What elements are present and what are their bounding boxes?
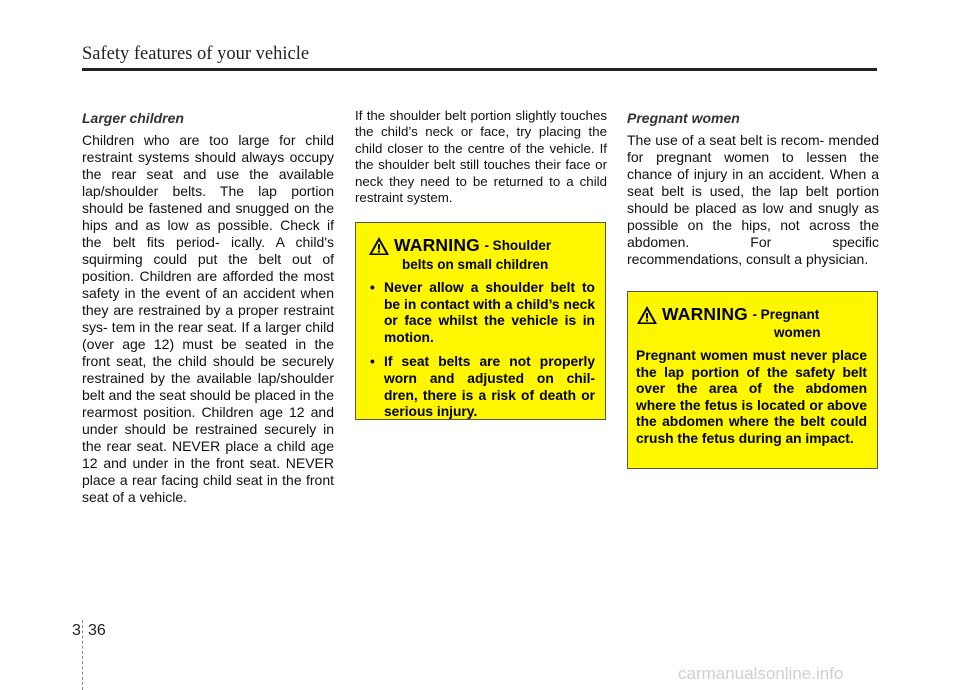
- shoulder-belt-paragraph: If the shoulder belt portion slightly touches the child’s neck or face, try placing the child closer to the centre of the vehicle. If the shoulder belt still touches their face or neck they need to be returned to a child restraint system.: [355, 108, 607, 206]
- warning-subtitle-continued: women: [774, 325, 821, 340]
- warning-title: WARNING: [394, 235, 480, 255]
- section-heading-larger-children: Larger children: [82, 110, 184, 126]
- header-rule: [82, 68, 877, 71]
- bullet-icon: •: [370, 354, 375, 370]
- larger-children-paragraph: Children who are too large for child restraint systems should always occupy the rear seat and use the available lap/shoulder belts. The lap portion should be fastened and snugged on the hips and as low as possible. Check if the belt fits period- ically. A child's squirming could put the belt out of position. Children are afforded the most safety in the event of an accident when they are restrained by a proper restraint sys- tem in the rear seat. If a larger child (over age 12) must be seated in the front seat, the child should be securely restrained by the available lap/shoulder belt and the seat should be placed in the rearmost position. Children age 12 and under should be restrained securely in the rear seat. NEVER place a child age 12 and under in the front seat. NEVER place a rear facing child seat in the front seat of a vehicle.: [82, 132, 334, 505]
- warning-item-text: Never allow a shoulder belt to be in contact with a child’s neck or face whilst the vehicle is in motion.: [384, 280, 595, 345]
- warning-triangle-icon: [368, 236, 390, 256]
- warning-subtitle-continued: belts on small children: [402, 257, 549, 272]
- bullet-icon: •: [370, 280, 375, 295]
- section-heading-pregnant-women: Pregnant women: [627, 110, 740, 126]
- warning-body-text: Pregnant women must never place the lap portion of the safety belt over the area of the abdomen where the fetus is located or above the abdomen where the belt could crush the fetus during an impact.: [636, 348, 867, 446]
- warning-header: [368, 235, 595, 256]
- pregnant-women-paragraph: The use of a seat belt is recom- mended for pregnant women to lessen the chance of injury in an accident. When a seat belt is used, the lap belt portion should be placed as low and snugly as possible on the hips, not across the abdomen. For specific recommendations, consult a physician.: [627, 132, 879, 267]
- column-larger-children: [82, 108, 334, 506]
- warning-list-item: [368, 354, 595, 420]
- warning-box-shoulder-belts: [355, 222, 606, 420]
- warning-subtitle: - Shoulder: [484, 238, 552, 253]
- warning-triangle-icon: [636, 305, 658, 325]
- footer-chapter-number: 3: [72, 622, 81, 639]
- warning-list: [368, 280, 595, 421]
- watermark-text: carmanualsonline.info: [678, 664, 844, 683]
- column-shoulder-belt: [355, 108, 607, 206]
- warning-title: WARNING: [662, 304, 748, 324]
- warning-header: [636, 304, 867, 325]
- warning-subtitle: - Pregnant: [752, 307, 820, 322]
- warning-item-text: If seat belts are not properly worn and adjusted on chil- dren, there is a risk of death or serious injury.: [384, 354, 595, 420]
- warning-list-item: [368, 280, 595, 346]
- warning-box-pregnant-women: [627, 291, 878, 469]
- page-header-title: Safety features of your vehicle: [82, 44, 310, 64]
- footer-divider: [82, 620, 84, 690]
- footer-page-number: 36: [88, 622, 106, 639]
- column-pregnant-women: [627, 108, 879, 268]
